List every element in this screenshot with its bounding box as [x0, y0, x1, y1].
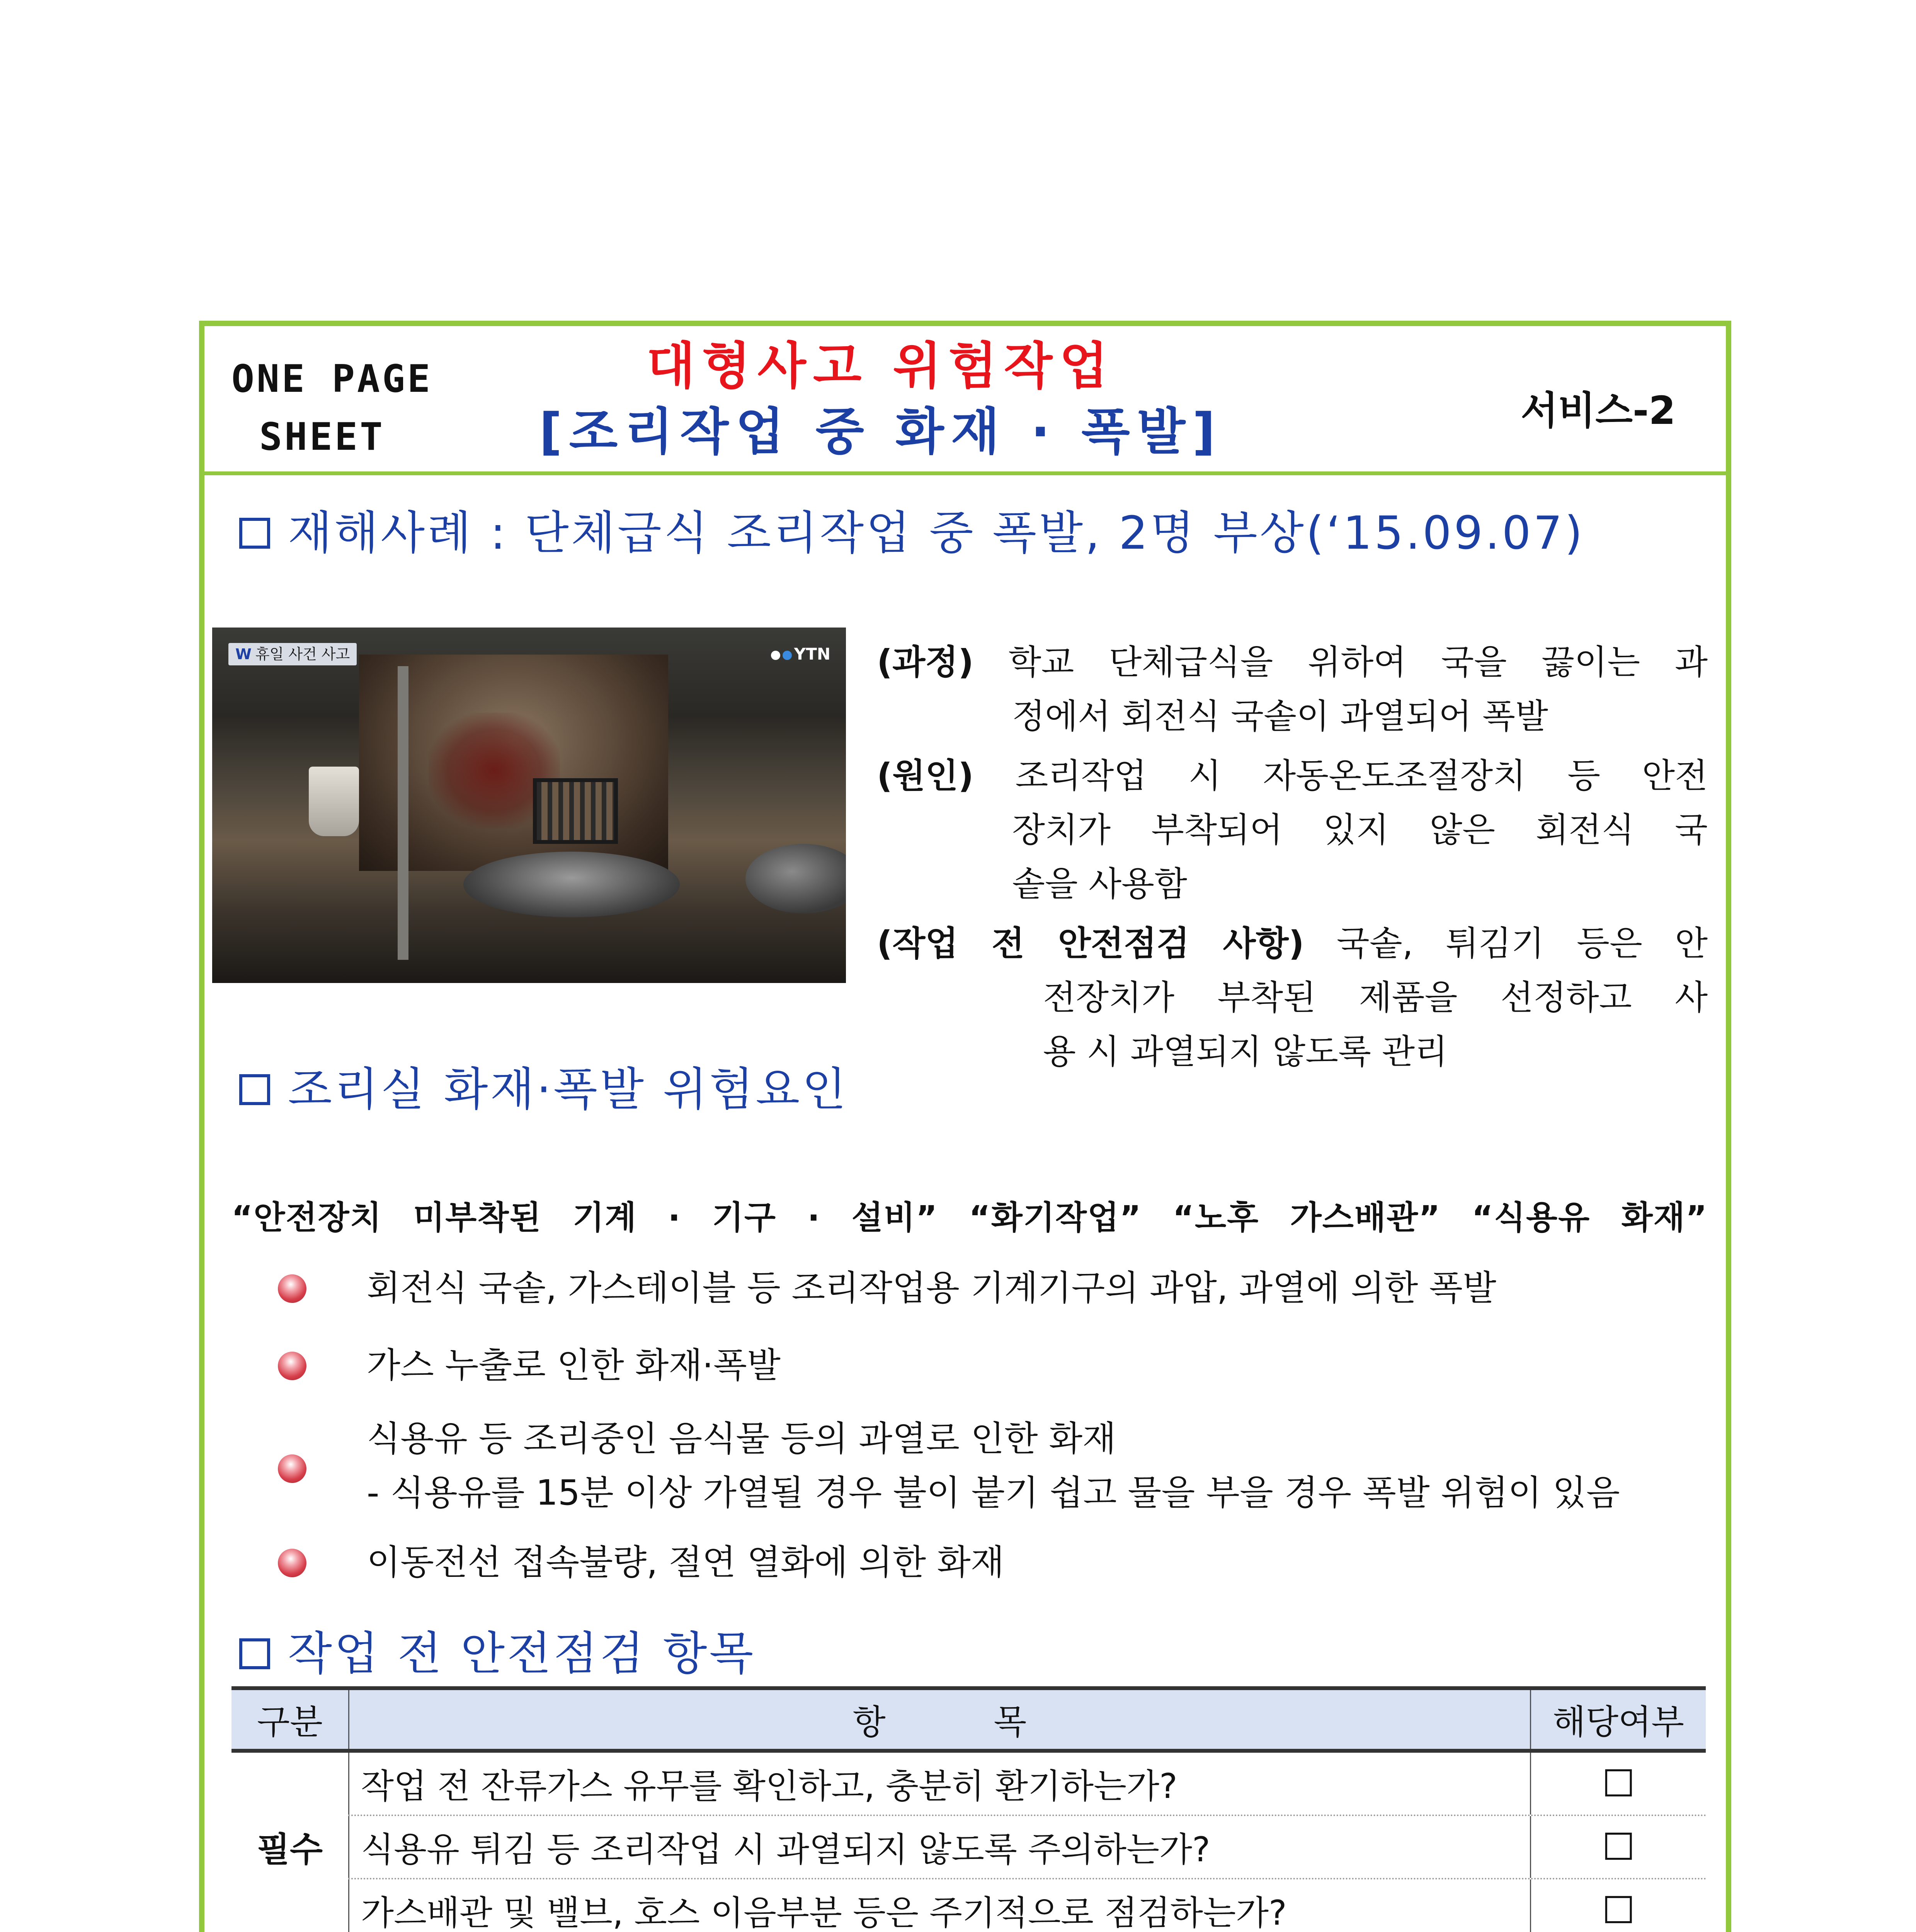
one-page-sheet	[199, 321, 1731, 1932]
checkbox[interactable]: ☐	[1531, 1879, 1706, 1932]
category-required: 필수	[231, 1751, 349, 1932]
checkbox[interactable]: ☐	[1531, 1751, 1706, 1815]
red-ball-icon	[278, 1274, 306, 1303]
stacked-cups	[309, 767, 359, 836]
risk-item-subtext: - 식용유를 15분 이상 가열될 경우 불이 붙기 쉽고 물을 부을 경우 폭발 위험이 있음	[367, 1473, 1620, 1513]
news-badge-text: 휴일 사건 사고	[255, 646, 350, 663]
sheet-type-line2: SHEET	[259, 415, 385, 459]
check-item: 식용유 튀김 등 조리작업 시 과열되지 않도록 주의하는가?	[349, 1815, 1531, 1879]
title-sub: [조리작업 중 화재 · 폭발]	[539, 402, 1222, 461]
precheck-line3: 용 시 과열되지 않도록 관리	[1043, 1032, 1448, 1071]
check-item: 작업 전 잔류가스 유무를 확인하고, 충분히 환기하는가?	[349, 1751, 1531, 1815]
square-bullet-icon	[239, 518, 270, 549]
case-heading	[239, 496, 1585, 562]
risk-item-text: 식용유 등 조리중인 음식물 등의 과열로 인한 화재	[367, 1418, 1116, 1459]
case-heading-text: 재해사례 : 단체급식 조리작업 중 폭발, 2명 부상(‘15.09.07)	[288, 506, 1585, 560]
news-logo-icon: W	[235, 646, 252, 663]
safety-checklist-table	[231, 1686, 1706, 1932]
case-process	[877, 635, 1708, 743]
risk-heading-text: 조리실 화재·폭발 위험요인	[288, 1063, 849, 1116]
table-row	[231, 1815, 1706, 1879]
news-badge	[228, 643, 357, 665]
cause-line1: 조리작업 시 자동온도조절장치 등 안전	[1015, 756, 1708, 796]
cause-line2: 장치가 부착되어 있지 않은 회전식 국	[1012, 810, 1708, 850]
cause-line3: 솥을 사용함	[1012, 864, 1188, 904]
sheet-title	[533, 333, 1229, 464]
col-category: 구분	[231, 1688, 349, 1751]
precheck-line1: 국솥, 튀김기 등은 안	[1336, 923, 1708, 963]
risk-item-text: 이동전선 접속불량, 절연 열화에 의한 화재	[367, 1542, 1004, 1583]
risk-item-text: 회전식 국솥, 가스테이블 등 조리작업용 기계기구의 과압, 과열에 의한 폭발	[367, 1268, 1496, 1308]
broadcaster-dot-icon	[783, 651, 792, 660]
check-item: 가스배관 및 밸브, 호스 이음부분 등은 주기적으로 점검하는가?	[349, 1879, 1531, 1932]
broadcaster-name: YTN	[794, 645, 830, 663]
red-ball-icon	[278, 1549, 306, 1577]
accident-photo	[212, 628, 846, 983]
process-label: (과정)	[877, 642, 974, 682]
vent-grill	[533, 778, 618, 844]
risk-item	[278, 1412, 1708, 1528]
broadcaster-dot-icon	[771, 651, 780, 660]
table-row	[231, 1879, 1706, 1932]
sheet-type-label	[231, 350, 432, 466]
sheet-header	[204, 326, 1726, 475]
precheck-line2: 전장치가 부착된 제품을 선정하고 사	[1043, 978, 1708, 1017]
red-ball-icon	[278, 1454, 306, 1483]
red-ball-icon	[278, 1352, 306, 1380]
table-header-row	[231, 1688, 1706, 1751]
cause-label: (원인)	[877, 756, 974, 796]
square-bullet-icon	[239, 1074, 270, 1105]
checklist-heading-text: 작업 전 안전점검 항목	[288, 1627, 756, 1680]
pipe-post	[398, 666, 408, 960]
col-item: 항 목	[349, 1688, 1531, 1751]
risk-keywords: “안전장치 미부착된 기계 · 기구 · 설비” “화기작업” “노후 가스배관” “식용유 화재”	[231, 1199, 1708, 1236]
case-description	[877, 635, 1708, 1079]
table-row	[231, 1751, 1706, 1815]
risk-heading	[239, 1053, 848, 1118]
checklist-heading	[239, 1617, 756, 1682]
square-bullet-icon	[239, 1638, 270, 1669]
risk-item-text: 가스 누출로 인한 화재·폭발	[367, 1345, 781, 1386]
process-line1: 학교 단체급식을 위하여 국을 끓이는 과	[1008, 642, 1708, 682]
checkbox[interactable]: ☐	[1531, 1815, 1706, 1879]
sheet-type-line1: ONE PAGE	[231, 357, 433, 401]
title-main: 대형사고 위험작업	[647, 337, 1115, 395]
sheet-code: 서비스-2	[1521, 388, 1676, 433]
col-applicable: 해당여부	[1531, 1688, 1706, 1751]
broadcaster-logo	[771, 643, 830, 665]
second-pot	[745, 844, 846, 913]
precheck-label: (작업 전 안전점검 사항)	[877, 923, 1304, 963]
process-line2: 정에서 회전식 국솥이 과열되어 폭발	[1012, 696, 1548, 736]
rotary-pot	[463, 852, 680, 917]
case-cause	[877, 749, 1708, 911]
case-precheck	[877, 917, 1708, 1079]
